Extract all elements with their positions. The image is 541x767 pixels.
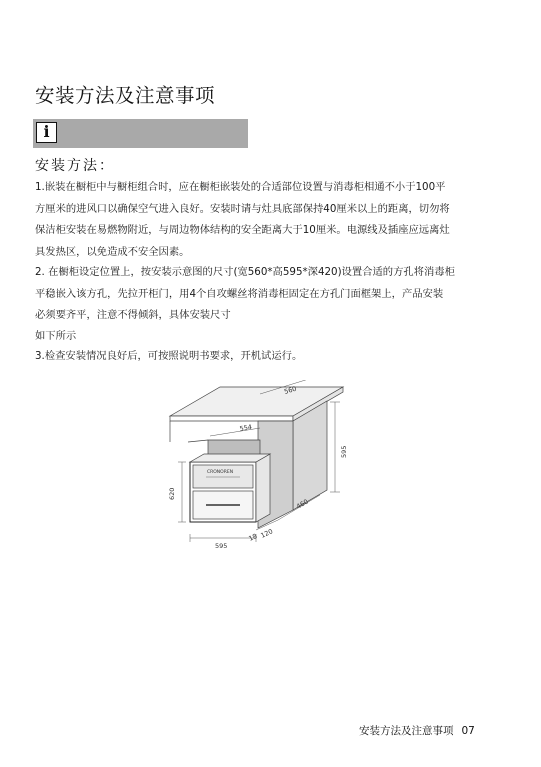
installation-diagram [160,380,360,555]
page-number: 07 [461,725,475,737]
paragraph-line: 3.检查安装情况良好后，可按照说明书要求，开机试运行。 [35,350,303,362]
paragraph-1 [35,177,505,263]
info-banner [33,119,248,148]
paragraph-line: 必须要齐平，注意不得倾斜，具体安装尺寸 [35,309,231,321]
paragraph-4 [35,346,505,368]
page-footer [359,723,475,738]
dim-side-a: 18 [247,532,259,543]
brand-label: CRONOREN [207,470,234,475]
info-icon: i [36,122,57,143]
dim-opening-width: 554 [238,422,253,433]
footer-label: 安装方法及注意事项 [359,725,454,737]
paragraph-line: 如下所示 [35,330,77,342]
dim-product-height: 620 [168,487,176,500]
dim-cabinet-width: 560 [283,384,298,396]
paragraph-line: 平稳嵌入该方孔，先拉开柜门，用4个自攻螺丝将消毒柜固定在方孔门面框架上，产品安装 [35,287,444,300]
dim-product-width: 595 [215,542,228,550]
section-heading: 安装方法： [35,158,115,174]
paragraph-line: 2. 在橱柜设定位置上，按安装示意图的尺寸(宽560*高595*深420)设置合适的方孔将消毒柜 [35,266,455,278]
paragraph-2 [35,262,505,327]
paragraph-3 [35,326,505,348]
page-title: 安装方法及注意事项 [35,84,216,107]
dim-side-b: 120 [259,527,275,540]
dim-cabinet-depth: 460 [295,497,310,511]
paragraph-line: 具发热区，以免造成不安全因素。 [35,245,190,258]
paragraph-line: 方厘米的进风口以确保空气进入良好。安装时请与灶具底部保持40厘米以上的距离，切勿将 [35,202,450,215]
dim-cabinet-height: 595 [340,445,348,458]
paragraph-line: 保洁柜安装在易燃物附近，与周边物体结构的安全距离大于10厘米。电源线及插座应远离灶 [35,224,450,236]
paragraph-line: 1.嵌装在橱柜中与橱柜组合时，应在橱柜嵌装处的合适部位设置与消毒柜相通不小于100平 [35,181,446,193]
